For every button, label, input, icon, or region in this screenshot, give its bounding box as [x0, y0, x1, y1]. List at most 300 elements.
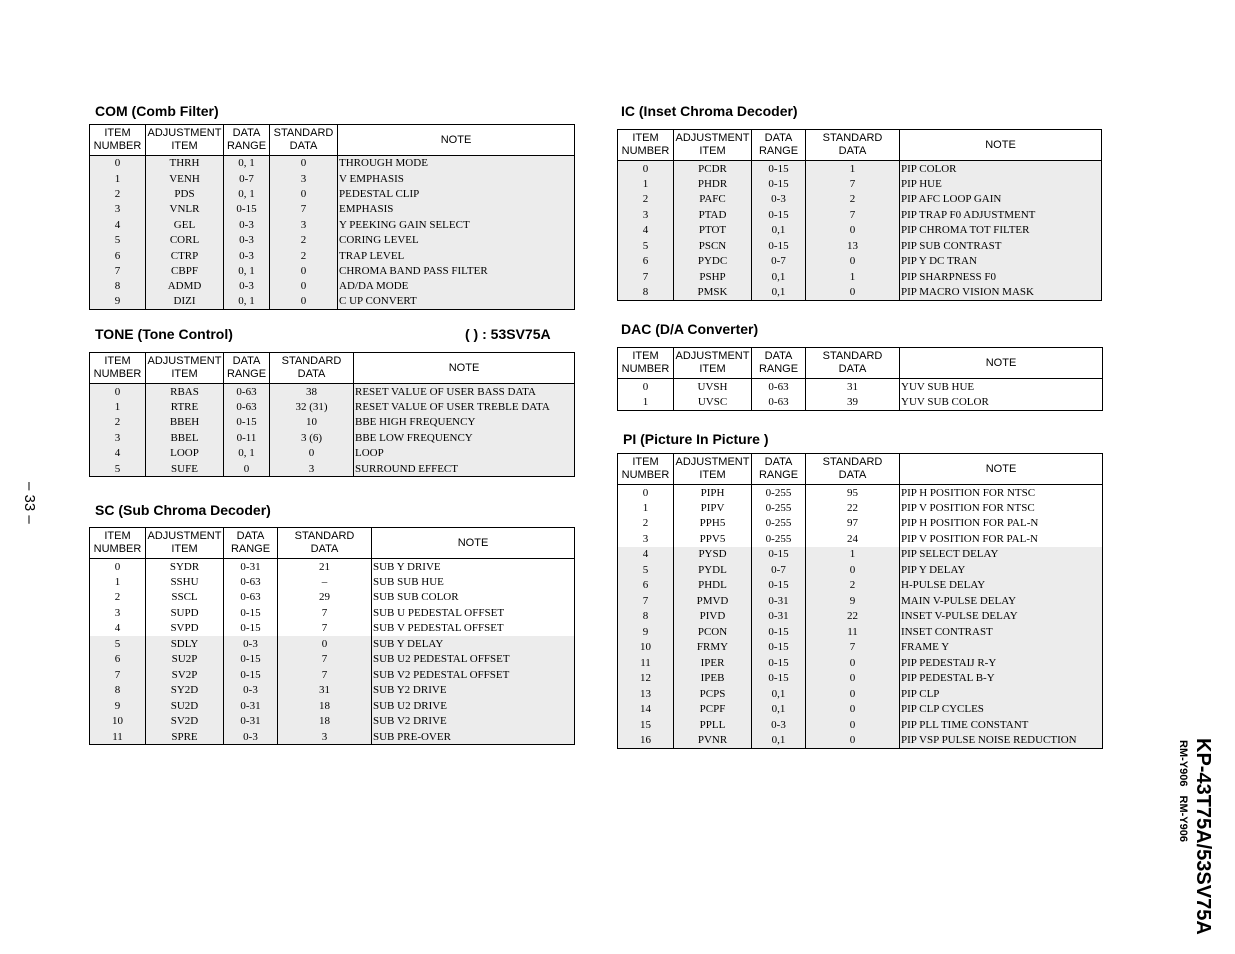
data-range-cell: 0,1 [752, 686, 806, 702]
standard-data-cell: 0 [270, 156, 338, 171]
table-row [618, 176, 1102, 192]
item-number-cell: 3 [90, 202, 146, 217]
standard-data-cell: 95 [806, 485, 900, 501]
data-range-cell: 0-15 [224, 202, 270, 217]
item-number-cell: 4 [90, 217, 146, 232]
standard-data-cell: 3 [270, 171, 338, 186]
data-range-cell: 0-31 [224, 559, 278, 575]
data-range-header: DATA RANGE [752, 454, 806, 485]
note-cell: PIP TRAP F0 ADJUSTMENT [900, 207, 1102, 223]
standard-data-header: STANDARD DATA [278, 528, 372, 559]
data-range-cell: 0, 1 [224, 186, 270, 201]
standard-data-cell: 0 [806, 702, 900, 718]
table-row [618, 207, 1102, 223]
table-row [90, 605, 575, 621]
adjustment-item-cell: PMSK [674, 285, 752, 301]
data-range-cell: 0,1 [752, 285, 806, 301]
note-header: NOTE [372, 528, 575, 559]
item-number-cell: 10 [618, 640, 674, 656]
standard-data-cell: 7 [806, 176, 900, 192]
note-cell: THROUGH MODE [338, 156, 575, 171]
data-range-cell: 0-15 [752, 624, 806, 640]
standard-data-cell: 0 [270, 446, 354, 462]
adjustment-item-header: ADJUSTMENT ITEM [674, 454, 752, 485]
note-cell: PIP CLP CYCLES [900, 702, 1103, 718]
table-row [90, 202, 575, 217]
note-header: NOTE [354, 353, 575, 384]
adjustment-item-cell: SYDR [146, 559, 224, 575]
note-cell: SUB U2 PEDESTAL OFFSET [372, 652, 575, 668]
standard-data-cell: 0 [270, 186, 338, 201]
table-row [90, 461, 575, 477]
data-range-cell: 0-7 [224, 171, 270, 186]
adjustment-item-cell: SPRE [146, 729, 224, 745]
adjustment-item-cell: PIVD [674, 609, 752, 625]
adjustment-item-cell: PVNR [674, 733, 752, 749]
standard-data-cell: 24 [806, 531, 900, 547]
data-range-cell: 0-3 [224, 683, 278, 699]
item-number-header: ITEM NUMBER [90, 125, 146, 156]
data-range-cell: 0, 1 [224, 156, 270, 171]
note-cell: SUB V PEDESTAL OFFSET [372, 621, 575, 637]
table-row [618, 531, 1103, 547]
data-range-cell: 0-31 [752, 593, 806, 609]
header-row [618, 348, 1103, 379]
table-row [618, 671, 1103, 687]
item-number-cell: 13 [618, 686, 674, 702]
header-row [618, 130, 1102, 161]
note-cell: SURROUND EFFECT [354, 461, 575, 477]
adjustment-item-cell: PPH5 [674, 516, 752, 532]
standard-data-cell: 7 [278, 605, 372, 621]
adjustment-item-header: ADJUSTMENT ITEM [674, 130, 752, 161]
item-number-cell: 12 [618, 671, 674, 687]
note-cell: SUB SUB HUE [372, 574, 575, 590]
item-number-cell: 8 [618, 285, 674, 301]
adjustment-item-cell: PCPS [674, 686, 752, 702]
standard-data-cell: 29 [278, 590, 372, 606]
adjustment-item-cell: CORL [146, 232, 224, 247]
note-header: NOTE [900, 454, 1103, 485]
table-row [618, 547, 1103, 563]
note-cell: YUV SUB HUE [900, 379, 1103, 395]
note-cell: PIP VSP PULSE NOISE REDUCTION [900, 733, 1103, 749]
data-range-cell: 0,1 [752, 733, 806, 749]
header-row [90, 125, 575, 156]
ic-title: IC (Inset Chroma Decoder) [621, 103, 798, 119]
note-cell: PIP CLP [900, 686, 1103, 702]
note-cell: SUB Y DRIVE [372, 559, 575, 575]
note-cell: TRAP LEVEL [338, 248, 575, 263]
standard-data-cell: 10 [270, 415, 354, 431]
data-range-header: DATA RANGE [752, 348, 806, 379]
note-cell: V EMPHASIS [338, 171, 575, 186]
table-row [618, 655, 1103, 671]
table-row [618, 192, 1102, 208]
note-cell: PIP CHROMA TOT FILTER [900, 223, 1102, 239]
header-row [90, 528, 575, 559]
standard-data-cell: 0 [278, 636, 372, 652]
adjustment-item-cell: PCPF [674, 702, 752, 718]
note-header: NOTE [338, 125, 575, 156]
data-range-cell: 0-15 [752, 655, 806, 671]
standard-data-cell: 3 (6) [270, 430, 354, 446]
adjustment-item-cell: BBEH [146, 415, 224, 431]
standard-data-cell: 22 [806, 500, 900, 516]
item-number-cell: 3 [90, 430, 146, 446]
tone-title: TONE (Tone Control) [95, 326, 233, 342]
data-range-cell: 0-7 [752, 254, 806, 270]
adjustment-item-cell: UVSH [674, 379, 752, 395]
data-range-cell: 0-31 [224, 714, 278, 730]
standard-data-cell: 0 [806, 733, 900, 749]
note-cell: PEDESTAL CLIP [338, 186, 575, 201]
data-range-cell: 0-15 [752, 578, 806, 594]
table-row [90, 698, 575, 714]
standard-data-cell: 2 [806, 578, 900, 594]
table-row [618, 269, 1102, 285]
item-number-cell: 5 [90, 232, 146, 247]
data-range-cell: 0 [224, 461, 270, 477]
adjustment-item-cell: SVPD [146, 621, 224, 637]
item-number-cell: 9 [90, 698, 146, 714]
standard-data-cell: 31 [806, 379, 900, 395]
note-cell: PIP PEDESTAL B-Y [900, 671, 1103, 687]
table-row [90, 399, 575, 415]
ic-table [617, 129, 1102, 301]
table-row [90, 430, 575, 446]
item-number-cell: 0 [114, 560, 121, 573]
adjustment-item-cell: CBPF [146, 263, 224, 278]
note-cell: SUB V2 DRIVE [372, 714, 575, 730]
standard-data-header: STANDARD DATA [806, 130, 900, 161]
data-range-cell: 0-15 [752, 207, 806, 223]
adjustment-item-cell: PTOT [674, 223, 752, 239]
item-number-cell: 10 [90, 714, 146, 730]
adjustment-item-cell: PAFC [674, 192, 752, 208]
standard-data-cell: 1 [806, 269, 900, 285]
item-number-cell: 1 [642, 396, 649, 409]
table-row [618, 395, 1103, 411]
note-cell: SUB PRE-OVER [372, 729, 575, 745]
data-range-cell: 0-15 [224, 667, 278, 683]
adjustment-item-cell: SSHU [146, 574, 224, 590]
standard-data-cell: 0 [806, 686, 900, 702]
item-number-cell: 0 [642, 486, 649, 499]
adjustment-item-cell: DIZI [146, 294, 224, 309]
item-number-cell: 6 [90, 652, 146, 668]
note-cell: PIP SUB CONTRAST [900, 238, 1102, 254]
note-cell: Y PEEKING GAIN SELECT [338, 217, 575, 232]
standard-data-header: STANDARD DATA [806, 348, 900, 379]
note-cell: SUB U PEDESTAL OFFSET [372, 605, 575, 621]
item-number-cell: 9 [90, 294, 146, 309]
note-cell: INSET CONTRAST [900, 624, 1103, 640]
item-number-cell: 1 [114, 575, 121, 588]
item-number-cell: 1 [90, 399, 146, 415]
data-range-cell: 0-31 [224, 698, 278, 714]
note-cell: PIP SELECT DELAY [900, 547, 1103, 563]
adjustment-item-cell: PIPV [674, 500, 752, 516]
adjustment-item-cell: PCON [674, 624, 752, 640]
adjustment-item-cell: BBEL [146, 430, 224, 446]
item-number-cell: 16 [618, 733, 674, 749]
adjustment-item-cell: SUFE [146, 461, 224, 477]
standard-data-cell: 2 [270, 248, 338, 263]
data-range-cell: 0-63 [224, 574, 278, 590]
standard-data-cell: 0 [806, 717, 900, 733]
standard-data-header: STANDARD DATA [270, 353, 354, 384]
standard-data-cell: 7 [806, 207, 900, 223]
adjustment-item-cell: ADMD [146, 279, 224, 294]
item-number-header: ITEM NUMBER [618, 348, 674, 379]
data-range-cell: 0-15 [224, 652, 278, 668]
item-number-cell: 3 [618, 207, 674, 223]
data-range-cell: 0,1 [752, 269, 806, 285]
adjustment-item-cell: VNLR [146, 202, 224, 217]
note-cell: PIP V POSITION FOR NTSC [900, 500, 1103, 516]
item-number-cell: 5 [90, 461, 146, 477]
table-row [618, 285, 1102, 301]
note-cell: LOOP [354, 446, 575, 462]
table-row [90, 621, 575, 637]
note-cell: YUV SUB COLOR [900, 395, 1103, 411]
note-header: NOTE [900, 130, 1102, 161]
data-range-header: DATA RANGE [752, 130, 806, 161]
table-row [618, 485, 1103, 501]
adjustment-item-cell: PDS [146, 186, 224, 201]
table-row [90, 683, 575, 699]
data-range-cell: 0, 1 [224, 294, 270, 309]
table-row [90, 574, 575, 590]
item-number-cell: 4 [90, 446, 146, 462]
standard-data-cell: 2 [806, 192, 900, 208]
note-header: NOTE [900, 348, 1103, 379]
adjustment-item-cell: PCDR [674, 161, 752, 177]
data-range-cell: 0-255 [752, 485, 806, 501]
item-number-cell: 11 [90, 729, 146, 745]
remote-model: RM-Y906 RM-Y906 [1177, 740, 1189, 842]
note-cell: CHROMA BAND PASS FILTER [338, 263, 575, 278]
data-range-cell: 0-15 [752, 547, 806, 563]
note-cell: SUB Y2 DRIVE [372, 683, 575, 699]
note-cell: CORING LEVEL [338, 232, 575, 247]
dac-table [617, 347, 1103, 411]
table-row [90, 652, 575, 668]
adjustment-item-header: ADJUSTMENT ITEM [146, 353, 224, 384]
item-number-cell: 7 [90, 263, 146, 278]
data-range-cell: 0-255 [752, 531, 806, 547]
adjustment-item-header: ADJUSTMENT ITEM [146, 125, 224, 156]
data-range-cell: 0-3 [224, 279, 270, 294]
table-row [90, 263, 575, 278]
note-cell: PIP HUE [900, 176, 1102, 192]
item-number-cell: 5 [618, 562, 674, 578]
standard-data-cell: 13 [806, 238, 900, 254]
note-cell: EMPHASIS [338, 202, 575, 217]
standard-data-cell: 0 [270, 263, 338, 278]
adjustment-item-cell: SUPD [146, 605, 224, 621]
standard-data-cell: 0 [806, 223, 900, 239]
note-cell: PIP SHARPNESS F0 [900, 269, 1102, 285]
note-cell: H-PULSE DELAY [900, 578, 1103, 594]
item-number-cell: 6 [90, 248, 146, 263]
table-row [618, 223, 1102, 239]
table-row [90, 415, 575, 431]
data-range-cell: 0-15 [224, 605, 278, 621]
com-title: COM (Comb Filter) [95, 103, 219, 119]
table-row [90, 667, 575, 683]
table-row [618, 500, 1103, 516]
item-number-header: ITEM NUMBER [90, 528, 146, 559]
standard-data-cell: – [278, 574, 372, 590]
data-range-cell: 0-15 [224, 415, 270, 431]
table-row [618, 562, 1103, 578]
standard-data-cell: 2 [270, 232, 338, 247]
item-number-cell: 15 [618, 717, 674, 733]
standard-data-cell: 0 [806, 254, 900, 270]
adjustment-item-cell: SV2D [146, 714, 224, 730]
table-row [90, 446, 575, 462]
dac-title: DAC (D/A Converter) [621, 321, 759, 337]
adjustment-item-cell: PSCN [674, 238, 752, 254]
adjustment-item-cell: PHDL [674, 578, 752, 594]
note-cell: RESET VALUE OF USER BASS DATA [354, 384, 575, 400]
standard-data-header: STANDARD DATA [806, 454, 900, 485]
adjustment-item-cell: PIPH [674, 485, 752, 501]
item-number-cell: 8 [90, 279, 146, 294]
standard-data-cell: 97 [806, 516, 900, 532]
adjustment-item-cell: FRMY [674, 640, 752, 656]
adjustment-item-cell: SU2P [146, 652, 224, 668]
table-row [618, 686, 1103, 702]
table-row [90, 171, 575, 186]
item-number-header: ITEM NUMBER [618, 454, 674, 485]
data-range-cell: 0, 1 [224, 446, 270, 462]
standard-data-cell: 38 [270, 384, 354, 400]
note-cell: SUB Y DELAY [372, 636, 575, 652]
note-cell: PIP MACRO VISION MASK [900, 285, 1102, 301]
item-number-cell: 8 [90, 683, 146, 699]
table-row [618, 609, 1103, 625]
note-cell: AD/DA MODE [338, 279, 575, 294]
item-number-cell: 4 [618, 547, 674, 563]
com-table [89, 124, 575, 310]
table-row [618, 717, 1103, 733]
tone-table [89, 352, 575, 477]
item-number-cell: 1 [618, 176, 674, 192]
table-row [90, 714, 575, 730]
table-row [90, 156, 575, 171]
adjustment-item-cell: IPER [674, 655, 752, 671]
adjustment-item-cell: RBAS [146, 384, 224, 400]
standard-data-cell: 0 [806, 655, 900, 671]
header-row [618, 454, 1103, 485]
data-range-cell: 0-15 [224, 621, 278, 637]
table-row [90, 729, 575, 745]
adjustment-item-cell: PMVD [674, 593, 752, 609]
note-cell: FRAME Y [900, 640, 1103, 656]
pi-title: PI (Picture In Picture ) [623, 431, 769, 447]
item-number-cell: 2 [642, 517, 649, 530]
standard-data-header: STANDARD DATA [270, 125, 338, 156]
standard-data-cell: 21 [278, 559, 372, 575]
standard-data-cell: 0 [270, 279, 338, 294]
adjustment-item-cell: CTRP [146, 248, 224, 263]
standard-data-cell: 9 [806, 593, 900, 609]
item-number-header: ITEM NUMBER [618, 130, 674, 161]
adjustment-item-cell: VENH [146, 171, 224, 186]
standard-data-cell: 32 (31) [270, 399, 354, 415]
standard-data-cell: 11 [806, 624, 900, 640]
item-number-cell: 9 [618, 624, 674, 640]
standard-data-cell: 1 [806, 547, 900, 563]
item-number-cell: 0 [642, 380, 649, 393]
note-cell: PIP V POSITION FOR PAL-N [900, 531, 1103, 547]
standard-data-cell: 18 [278, 714, 372, 730]
data-range-cell: 0-63 [224, 384, 270, 400]
standard-data-cell: 3 [270, 217, 338, 232]
adjustment-item-cell: RTRE [146, 399, 224, 415]
data-range-cell: 0-3 [224, 636, 278, 652]
adjustment-item-cell: PPLL [674, 717, 752, 733]
item-number-cell: 11 [618, 655, 674, 671]
standard-data-cell: 1 [806, 161, 900, 177]
data-range-cell: 0-15 [752, 671, 806, 687]
table-row [618, 702, 1103, 718]
item-number-cell: 0 [90, 156, 146, 171]
adjustment-item-cell: PYDL [674, 562, 752, 578]
table-row [90, 232, 575, 247]
data-range-cell: 0-3 [752, 192, 806, 208]
standard-data-cell: 7 [278, 652, 372, 668]
data-range-header: DATA RANGE [224, 353, 270, 384]
adjustment-item-cell: PYDC [674, 254, 752, 270]
note-cell: C UP CONVERT [338, 294, 575, 309]
item-number-cell: 2 [618, 192, 674, 208]
page-number: – 33 – [21, 482, 38, 524]
item-number-cell: 0 [618, 161, 674, 177]
table-row [618, 640, 1103, 656]
standard-data-cell: 0 [270, 294, 338, 309]
table-row [90, 590, 575, 606]
data-range-cell: 0-3 [224, 232, 270, 247]
note-cell: PIP Y DELAY [900, 562, 1103, 578]
header-row [90, 353, 575, 384]
item-number-cell: 14 [618, 702, 674, 718]
data-range-cell: 0,1 [752, 223, 806, 239]
table-row [618, 578, 1103, 594]
item-number-cell: 7 [618, 593, 674, 609]
data-range-cell: 0-31 [752, 609, 806, 625]
table-row [90, 186, 575, 201]
data-range-cell: 0-255 [752, 516, 806, 532]
standard-data-cell: 7 [270, 202, 338, 217]
item-number-cell: 3 [642, 532, 649, 545]
table-row [90, 279, 575, 294]
standard-data-cell: 0 [806, 562, 900, 578]
data-range-cell: 0-7 [752, 562, 806, 578]
table-row [90, 248, 575, 263]
note-cell: BBE LOW FREQUENCY [354, 430, 575, 446]
data-range-cell: 0-11 [224, 430, 270, 446]
data-range-cell: 0-255 [752, 500, 806, 516]
item-number-cell: 7 [90, 667, 146, 683]
model-name: KP-43T75A/53SV75A [1192, 738, 1214, 935]
adjustment-item-cell: THRH [146, 156, 224, 171]
item-number-cell: 2 [90, 186, 146, 201]
adjustment-item-cell: SY2D [146, 683, 224, 699]
